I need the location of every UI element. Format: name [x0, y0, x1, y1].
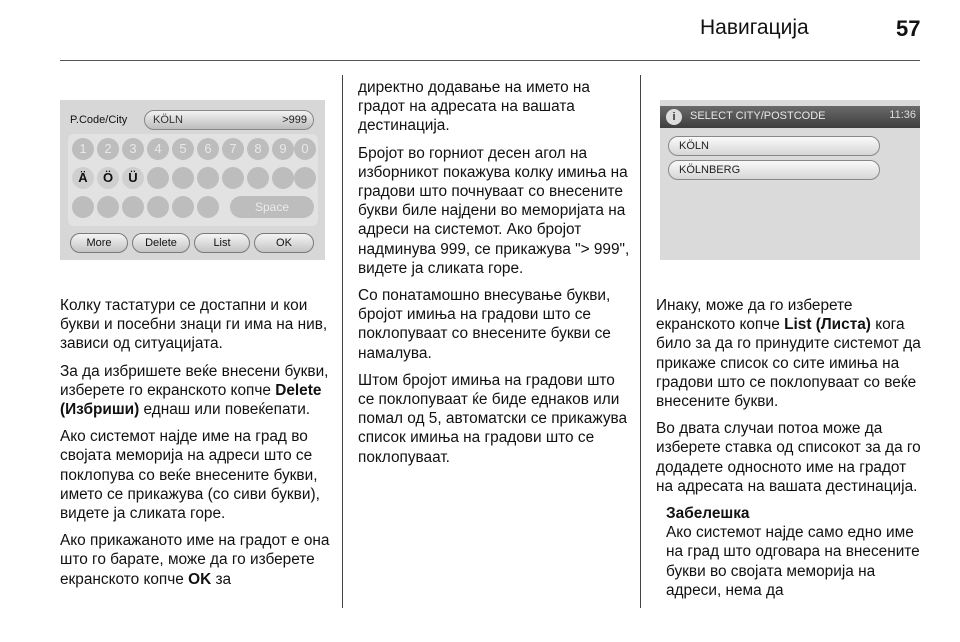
key-blank	[222, 167, 244, 189]
postcode-city-label: P.Code/City	[70, 114, 128, 126]
key-letter[interactable]: Ü	[122, 167, 144, 189]
text-column-3	[656, 296, 922, 608]
note-heading: Забелешка	[666, 505, 750, 523]
text: Инаку, може да го изберете екранското копче	[656, 297, 853, 334]
text: кога било за да го принудите системот да прикаже список со сите имиња на градови што се поклопуваат со веќе внесените букви.	[656, 316, 921, 411]
header-rule	[60, 60, 920, 61]
city-input-field[interactable]	[144, 110, 314, 130]
ok-button[interactable]: OK	[254, 233, 314, 253]
key-blank	[122, 196, 144, 218]
key-digit[interactable]: 4	[147, 138, 169, 160]
paragraph: Бројот во горниот десен агол на изборникот покажува колку имиња на градови што почнуваат со внесените букви биле најдени во меморијата на адреси на системот. Ако бројот надминува 999, се прикажува "> 999", видете ја сликата горе.	[358, 144, 630, 277]
key-digit[interactable]: 3	[122, 138, 144, 160]
paragraph: директно додавање на името на градот на адресата на вашата дестинација.	[358, 79, 590, 135]
key-blank	[147, 167, 169, 189]
key-blank	[272, 167, 294, 189]
key-digit[interactable]: 1	[72, 138, 94, 160]
screen-title: SELECT CITY/POSTCODE	[690, 110, 826, 122]
paragraph: Колку тастатури се достапни и кои букви и посебни знаци ги има на нив, зависи од ситуацијата.	[60, 297, 328, 353]
city-list-item[interactable]: KÖLN	[668, 136, 880, 156]
key-digit[interactable]: 5	[172, 138, 194, 160]
text: Ако прикажаното име на градот е она што го барате, може да го изберете екранското копче	[60, 532, 330, 588]
key-blank	[172, 196, 194, 218]
column-divider-left	[342, 75, 343, 608]
delete-label: Delete (Избриши)	[60, 381, 322, 419]
key-digit[interactable]: 2	[97, 138, 119, 160]
key-blank	[72, 196, 94, 218]
ok-label: OK	[188, 570, 212, 588]
key-blank	[197, 196, 219, 218]
text: За да избришете веќе внесени букви, изберете го екранското копче	[60, 362, 329, 399]
text: еднаш или повеќепати.	[139, 401, 311, 419]
key-digit[interactable]: 7	[222, 138, 244, 160]
paragraph: Во двата случаи потоа може да изберете ставка од списокот за да го додадете односното име на градот на адресата на вашата дестинација.	[656, 420, 921, 495]
key-letter[interactable]: Ö	[97, 167, 119, 189]
column-divider-right	[640, 75, 641, 608]
list-label: List (Листа)	[784, 316, 871, 334]
key-digit[interactable]: 0	[294, 138, 316, 160]
key-letter[interactable]: Ä	[72, 167, 94, 189]
note-body: Ако системот најде само едно име на град што одговара на внесените букви во својата меморија на адреси, нема да	[666, 524, 920, 599]
key-digit[interactable]: 6	[197, 138, 219, 160]
page-number: 57	[896, 16, 921, 41]
text: за	[211, 570, 232, 588]
paragraph	[656, 296, 922, 411]
keypad	[68, 134, 318, 226]
list-button[interactable]: List	[194, 233, 250, 253]
key-blank	[97, 196, 119, 218]
key-blank	[147, 196, 169, 218]
key-digit[interactable]: 8	[247, 138, 269, 160]
space-key[interactable]: Space	[230, 196, 314, 218]
paragraph: Со понатамошно внесување букви, бројот имиња на градови што се поклопуваат со внесените букви се намалува.	[358, 287, 611, 362]
clock: 11:36	[889, 109, 916, 121]
key-blank	[172, 167, 194, 189]
info-icon[interactable]: i	[666, 109, 682, 125]
city-input-value: KÖLN	[153, 114, 183, 126]
delete-button[interactable]: Delete	[132, 233, 190, 253]
note-box	[656, 504, 922, 600]
city-list-screenshot	[660, 100, 920, 260]
key-digit[interactable]: 9	[272, 138, 294, 160]
paragraph: Ако системот најде име на град во својата меморија на адреси што се поклопува со веќе внесените букви, името се прикажува (со сиви букви), видете ја сликата горе.	[60, 428, 320, 523]
key-blank	[247, 167, 269, 189]
city-list-item[interactable]: KÖLNBERG	[668, 160, 880, 180]
paragraph	[60, 531, 332, 589]
key-blank	[294, 167, 316, 189]
paragraph: Штом бројот имиња на градови што се поклопуваат ќе биде еднаков или помал од 5, автоматски се прикажува список имиња на градови што се поклопуваат.	[358, 371, 628, 466]
keyboard-screenshot	[60, 100, 325, 260]
match-count: >999	[282, 114, 307, 126]
text-column-2	[358, 78, 632, 475]
screen-title-bar	[660, 106, 920, 128]
page-header-title: Навигација	[700, 16, 809, 39]
more-button[interactable]: More	[70, 233, 128, 253]
paragraph	[60, 362, 332, 420]
text-column-1	[60, 296, 332, 597]
key-blank	[197, 167, 219, 189]
